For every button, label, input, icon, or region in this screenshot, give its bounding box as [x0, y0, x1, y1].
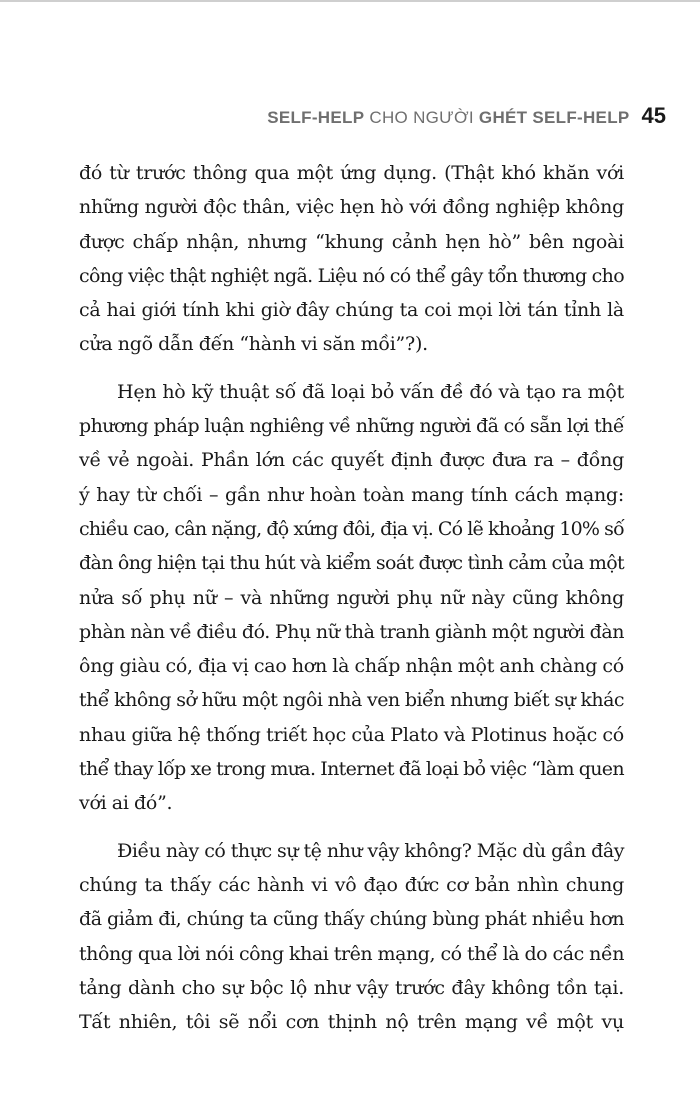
text-line: Điều này có thực sự tệ như vậy không? Mặc dù gần đây [117, 839, 624, 862]
text-line: về vẻ ngoài. Phần lớn các quyết định được đưa ra – đồng [79, 449, 624, 472]
text-line: đàn ông hiện tại thu hút và kiểm soát được tình cảm của một [79, 552, 624, 575]
text-line: thông qua lời nói công khai trên mạng, có thể là do các nền [79, 942, 624, 965]
book-title [267, 108, 629, 128]
text-line: chiều cao, cân nặng, độ xứng đôi, địa vị. Có lẽ khoảng 10% số [79, 517, 624, 540]
paragraph [79, 156, 624, 362]
text-line: đó từ trước thông qua một ứng dụng. (Thật khó khăn với [79, 162, 624, 184]
text-line: Tất nhiên, tôi sẽ nổi cơn thịnh nộ trên mạng về một vụ [79, 1011, 624, 1034]
page-top-border [0, 0, 700, 2]
text-line: nửa số phụ nữ – và những người phụ nữ này cũng không [79, 586, 624, 609]
body-text [79, 156, 624, 1039]
text-line: cả hai giới tính khi giờ đây chúng ta coi mọi lời tán tỉnh là [79, 299, 624, 322]
text-line: nhau giữa hệ thống triết học của Plato và Plotinus hoặc có [79, 723, 624, 746]
text-line: đã giảm đi, chúng ta cũng thấy chúng bùng phát nhiều hơn [79, 908, 624, 931]
text-line: công việc thật nghiệt ngã. Liệu nó có thể gây tổn thương cho [79, 264, 624, 287]
book-title-part-1: SELF-HELP [267, 108, 365, 127]
paragraph [79, 834, 624, 1040]
text-line: thể thay lốp xe trong mưa. Internet đã loại bỏ việc “làm quen [79, 758, 624, 781]
text-line: được chấp nhận, nhưng “khung cảnh hẹn hò” bên ngoài [79, 230, 624, 253]
text-line: những người độc thân, việc hẹn hò với đồng nghiệp không [79, 196, 624, 219]
paragraph-gap [79, 821, 624, 834]
book-title-part-2: CHO NGƯỜI [364, 108, 479, 127]
paragraph-gap [79, 362, 624, 375]
text-line: phương pháp luận nghiêng về những người đã có sẵn lợi thế [79, 415, 624, 438]
book-title-part-3: GHÉT SELF-HELP [478, 108, 630, 127]
text-line: cửa ngõ dẫn đến “hành vi săn mồi”?). [79, 333, 428, 356]
page-number: 45 [641, 103, 666, 128]
text-line: ý hay từ chối – gần như hoàn toàn mang tính cách mạng: [79, 483, 624, 506]
text-line: ông giàu có, địa vị cao hơn là chấp nhận một anh chàng có [79, 655, 624, 678]
paragraph [79, 375, 624, 821]
text-line: thể không sở hữu một ngôi nhà ven biển nhưng biết sự khác [79, 689, 624, 712]
text-line: Hẹn hò kỹ thuật số đã loại bỏ vấn đề đó và tạo ra một [117, 380, 624, 403]
text-line: phàn nàn về điều đó. Phụ nữ thà tranh giành một người đàn [79, 620, 624, 643]
text-line: với ai đó”. [79, 792, 173, 815]
text-line: chúng ta thấy các hành vi vô đạo đức cơ bản nhìn chung [79, 873, 624, 896]
running-header [267, 103, 666, 129]
text-line: tảng dành cho sự bộc lộ như vậy trước đây không tồn tại. [79, 976, 624, 999]
